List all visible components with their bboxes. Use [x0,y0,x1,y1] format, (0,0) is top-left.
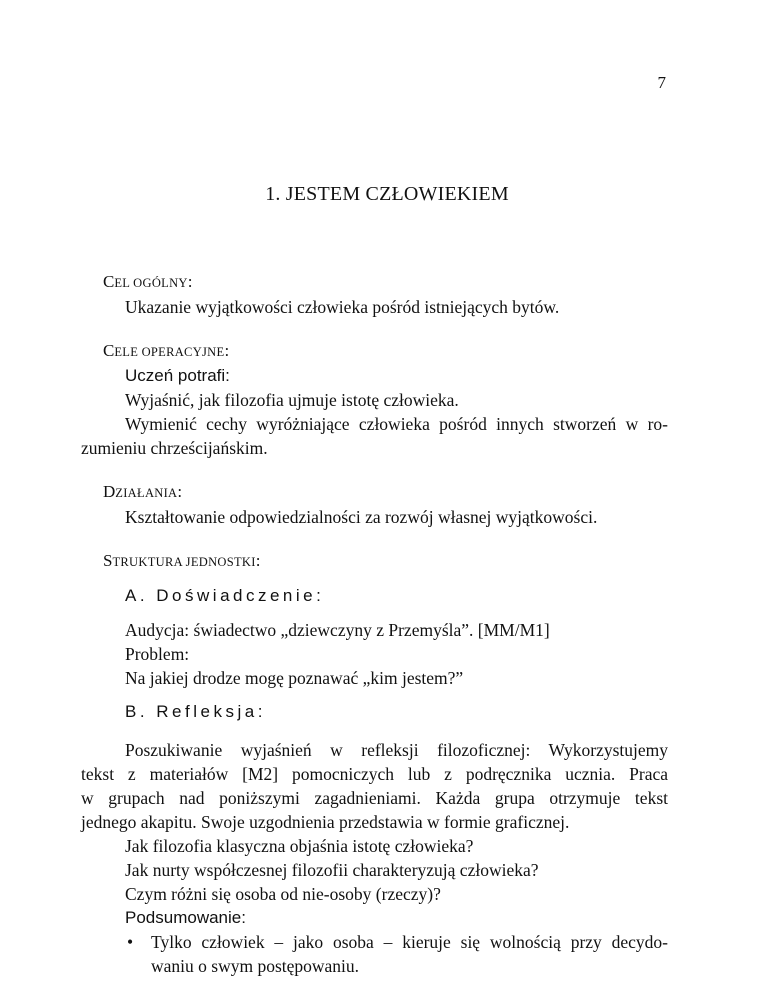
section-heading-dzialania [103,480,668,505]
doswiadczenie-line-3: Na jakiej drodze mogę poznawać „kim jestem?” [125,668,464,688]
summary-bullet-item [103,930,668,978]
section-heading-struktura [103,549,668,574]
refleksja-paragraph-line-4: jednego akapitu. Swoje uzgodnienia przedstawia w formie graficznej. [81,812,570,832]
question-1: Jak filozofia klasyczna objaśnia istotę człowieka? [125,836,474,856]
heading-initial: C [103,341,115,360]
heading-smallcaps: ZIAŁANIA [115,486,178,500]
question-2: Jak nurty współczesnej filozofii charakteryzują człowieka? [125,860,539,880]
heading-smallcaps: EL OGÓLNY [114,276,188,290]
refleksja-paragraph-line-3: w grupach nad poniższymi zagadnieniami. Każda grupa otrzymuje tekst [81,788,668,808]
section-heading-cel-ogolny [103,270,668,295]
cel-ogolny-text: Ukazanie wyjątkowości człowieka pośród istniejących bytów. [125,297,560,317]
cele-operacyjne-item-2-line-1: Wymienić cechy wyróżniające człowieka pośród innych stworzeń w ro- [125,414,668,434]
heading-colon: : [255,551,261,570]
cele-operacyjne-item-2-line-2: zumieniu chrześcijańskim. [81,438,268,458]
chapter-title: 1. JESTEM CZŁOWIEKIEM [265,183,509,205]
cele-operacyjne-item-1: Wyjaśnić, jak filozofia ujmuje istotę człowieka. [125,390,459,410]
page-number: 7 [657,73,666,92]
bullet-line-1: Tylko człowiek – jako osoba – kieruje się wolnością przy decydo- [151,932,668,952]
bullet-line-2: waniu o swym postępowaniu. [151,956,360,976]
doswiadczenie-line-1: Audycja: świadectwo „dziewczyny z Przemyśla”. [MM/M1] [125,620,550,640]
cele-operacyjne-intro: Uczeń potrafi: [125,366,230,385]
dzialania-text: Kształtowanie odpowiedzialności za rozwój własnej wyjątkowości. [125,507,598,527]
refleksja-paragraph-line-1: Poszukiwanie wyjaśnień w refleksji filozoficznej: Wykorzystujemy [125,740,668,760]
subsection-title-doswiadczenie: A. Doświadczenie: [125,586,325,605]
refleksja-paragraph-line-2: tekst z materiałów [M2] pomocniczych lub z podręcznika ucznia. Praca [81,764,668,784]
refleksja-paragraph [81,738,668,834]
section-heading-cele-operacyjne [103,339,668,364]
summary-label: Podsumowanie: [125,908,246,927]
heading-smallcaps: ELE OPERACYJNE [114,345,225,359]
heading-colon: : [177,482,183,501]
heading-colon: : [187,272,193,291]
question-3: Czym różni się osoba od nie-osoby (rzeczy)? [125,884,441,904]
heading-initial: C [103,272,115,291]
subsection-title-refleksja: B. Refleksja: [125,702,266,721]
heading-initial: S [103,551,113,570]
doswiadczenie-line-2: Problem: [125,644,190,664]
heading-smallcaps: TRUKTURA JEDNOSTKI [112,555,256,569]
content-body [81,270,668,978]
bullet-marker: • [127,932,134,952]
heading-initial: D [103,482,116,501]
heading-colon: : [224,341,230,360]
